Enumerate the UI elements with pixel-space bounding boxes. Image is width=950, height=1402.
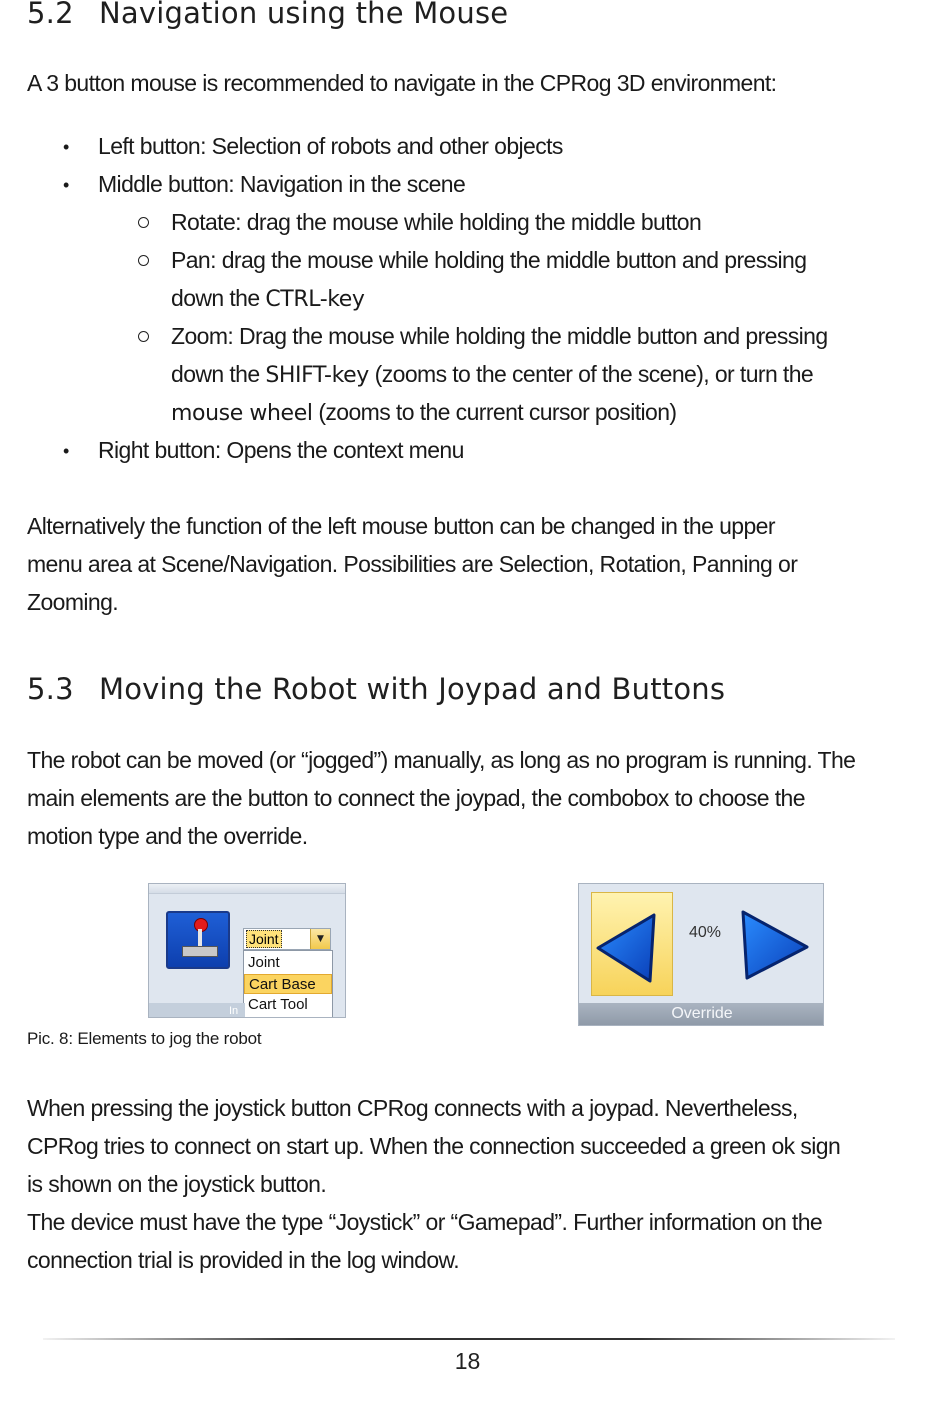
list-item-rotate: Rotate: drag the mouse while holding the middle button [171,209,702,235]
combobox-value: Joint [246,930,282,948]
bullet-dot: • [63,137,69,157]
paragraph-line: Zooming. [27,589,119,615]
paragraph-line: motion type and the override. [27,823,308,849]
text-fragment: (zooms to the current cursor position) [312,399,677,425]
arrow-right-icon[interactable] [733,904,813,984]
figure-caption: Pic. 8: Elements to jog the robot [27,1029,262,1048]
section-5-3-heading [27,672,725,706]
group-label: In [229,1005,239,1017]
paragraph-line: CPRog tries to connect on start up. When the connection succeeded a green ok sign [27,1133,841,1159]
sub-bullet-circle [138,255,149,266]
paragraph-line: When pressing the joystick button CPRog connects with a joypad. Nevertheless, [27,1095,798,1121]
text-fragment: down the [171,361,266,387]
sub-bullet-circle [138,331,149,342]
sub-bullet-circle [138,217,149,228]
joystick-stick-icon [198,929,202,946]
dropdown-option-joint[interactable]: Joint [248,954,280,971]
dropdown-option-cart-base[interactable]: Cart Base [244,974,332,994]
jog-panel-screenshot [148,883,346,1018]
dropdown-option-cart-tool[interactable]: Cart Tool [248,996,308,1013]
page-number: 18 [454,1348,481,1374]
paragraph-line: is shown on the joystick button. [27,1171,327,1197]
override-group-label: Override [671,1005,733,1022]
joystick-base-icon [182,946,218,957]
override-panel-screenshot [578,883,824,1026]
paragraph-line: connection trial is provided in the log window. [27,1247,460,1273]
key-name: SHIFT-key [265,363,369,388]
motion-type-dropdown [243,950,333,1018]
paragraph-line: main elements are the button to connect the joypad, the combobox to choose the [27,785,805,811]
group-label-bar [149,1003,245,1017]
list-item-pan-cont [171,279,365,319]
section-title: Navigation using the Mouse [99,0,509,30]
paragraph-line: The device must have the type “Joystick” or “Gamepad”. Further information on the [27,1209,823,1235]
footer-divider [43,1338,895,1340]
group-label-bar [579,1003,824,1025]
paragraph-line: menu area at Scene/Navigation. Possibilities are Selection, Rotation, Panning or [27,551,798,577]
list-item-zoom: Zoom: Drag the mouse while holding the middle button and pressing [171,323,828,349]
bullet-dot: • [63,441,69,461]
override-percentage: 40% [689,924,722,941]
list-item-middle-button: Middle button: Navigation in the scene [98,171,466,197]
motion-type-combobox[interactable] [243,928,331,950]
section-number: 5.3 [27,672,74,706]
list-item-left-button: Left button: Selection of robots and other objects [98,133,563,159]
text-fragment: down the [171,285,266,311]
bullet-dot: • [63,175,69,195]
chevron-down-icon[interactable]: ▼ [310,929,330,949]
list-item-zoom-cont-2 [171,393,676,433]
arrow-left-icon [592,893,674,997]
list-item-right-button: Right button: Opens the context menu [98,437,464,463]
intro-paragraph: A 3 button mouse is recommended to navigate in the CPRog 3D environment: [27,70,777,96]
list-item-zoom-cont [171,355,813,395]
text-fragment: (zooms to the center of the scene), or turn the [368,361,814,387]
joystick-button[interactable] [166,911,230,969]
section-5-2-heading [27,0,508,30]
key-name: mouse wheel [171,401,313,426]
ribbon-top-band [149,884,346,894]
paragraph-line: Alternatively the function of the left mouse button can be changed in the upper [27,513,775,539]
decrease-override-button[interactable] [591,892,673,996]
paragraph-line: The robot can be moved (or “jogged”) manually, as long as no program is running. The [27,747,856,773]
section-title: Moving the Robot with Joypad and Buttons [99,672,726,706]
section-number: 5.2 [27,0,74,30]
list-item-pan: Pan: drag the mouse while holding the middle button and pressing [171,247,807,273]
key-name: CTRL-key [265,287,365,312]
